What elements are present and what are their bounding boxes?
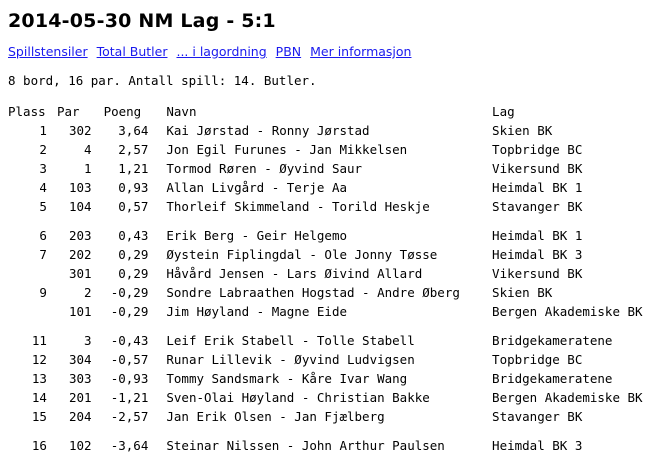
- cell-navn: Sondre Labraathen Hogstad - Andre Øberg: [166, 285, 460, 300]
- cell-par: 303: [69, 371, 92, 386]
- cell-poeng: -0,29: [110, 285, 149, 300]
- cell-lag: Vikersund BK: [492, 266, 583, 281]
- cell-navn: Erik Berg - Geir Helgemo: [166, 228, 347, 243]
- table-spacer-cell: [8, 216, 663, 226]
- table-spacer-row: [8, 321, 663, 331]
- cell-poeng: -3,64: [110, 438, 149, 453]
- cell-navn: Thorleif Skimmeland - Torild Heskje: [166, 199, 430, 214]
- column-header-lag: Lag: [492, 104, 515, 119]
- column-header-navn: Navn: [166, 104, 197, 119]
- cell-poeng: 0,57: [118, 199, 149, 214]
- table-row: [8, 121, 663, 140]
- cell-lag: Heimdal BK 1: [492, 180, 583, 195]
- event-summary: 8 bord, 16 par. Antall spill: 14. Butler.: [8, 73, 317, 88]
- table-row: [8, 331, 663, 350]
- cell-navn: Runar Lillevik - Øyvind Ludvigsen: [166, 352, 415, 367]
- cell-par: 302: [69, 123, 92, 138]
- cell-par: 104: [69, 199, 92, 214]
- page-title: 2014-05-30 NM Lag - 5:1: [8, 10, 276, 32]
- cell-par: 3: [84, 333, 92, 348]
- table-row: [8, 264, 663, 283]
- results-table-head: [8, 102, 663, 121]
- cell-poeng: 0,43: [118, 228, 149, 243]
- cell-lag: Stavanger BK: [492, 409, 583, 424]
- cell-plass: 1: [39, 123, 47, 138]
- cell-plass: 9: [39, 285, 47, 300]
- cell-plass: 13: [31, 371, 47, 386]
- column-header-par: Par: [56, 104, 80, 119]
- cell-plass: 5: [39, 199, 47, 214]
- table-row: [8, 350, 663, 369]
- cell-navn: Tommy Sandsmark - Kåre Ivar Wang: [166, 371, 408, 386]
- cell-par: 101: [69, 304, 92, 319]
- cell-lag: Topbridge BC: [492, 352, 583, 367]
- cell-lag: Bergen Akademiske BK: [492, 390, 643, 405]
- cell-navn: Kai Jørstad - Ronny Jørstad: [166, 123, 370, 138]
- cell-plass: 3: [39, 161, 47, 176]
- cell-poeng: -0,29: [110, 304, 149, 319]
- cell-par: 102: [69, 438, 92, 453]
- table-row: [8, 388, 663, 407]
- nav-links: [8, 44, 663, 59]
- cell-navn: Leif Erik Stabell - Tolle Stabell: [166, 333, 415, 348]
- column-header-poeng: Poeng: [103, 104, 142, 119]
- cell-navn: Tormod Røren - Øyvind Saur: [166, 161, 363, 176]
- table-row: [8, 302, 663, 321]
- cell-lag: Skien BK: [492, 123, 553, 138]
- link-total-butler[interactable]: Total Butler: [96, 44, 168, 59]
- cell-lag: Topbridge BC: [492, 142, 583, 157]
- cell-poeng: 3,64: [118, 123, 149, 138]
- link-mer-informasjon[interactable]: Mer informasjon: [310, 44, 412, 59]
- cell-navn: Håvård Jensen - Lars Øivind Allard: [166, 266, 423, 281]
- cell-par: 4: [84, 142, 92, 157]
- column-header-plass: Plass: [8, 104, 46, 119]
- cell-navn: Jim Høyland - Magne Eide: [166, 304, 347, 319]
- cell-poeng: 2,57: [118, 142, 149, 157]
- link-i-lagordning[interactable]: ... i lagordning: [176, 44, 267, 59]
- table-row: [8, 436, 663, 455]
- table-row: [8, 159, 663, 178]
- table-row: [8, 140, 663, 159]
- cell-poeng: -0,93: [110, 371, 149, 386]
- cell-lag: Vikersund BK: [492, 161, 583, 176]
- results-table: [8, 102, 663, 455]
- cell-navn: Øystein Fiplingdal - Ole Jonny Tøsse: [166, 247, 438, 262]
- cell-lag: Bergen Akademiske BK: [492, 304, 643, 319]
- cell-poeng: -0,57: [110, 352, 149, 367]
- table-row: [8, 369, 663, 388]
- cell-par: 103: [69, 180, 92, 195]
- cell-par: 2: [84, 285, 92, 300]
- cell-par: 204: [69, 409, 92, 424]
- cell-lag: Heimdal BK 3: [492, 247, 583, 262]
- cell-par: 201: [69, 390, 92, 405]
- cell-plass: 4: [39, 180, 47, 195]
- cell-lag: Stavanger BK: [492, 199, 583, 214]
- cell-par: 1: [84, 161, 92, 176]
- cell-lag: Bridgekameratene: [492, 333, 613, 348]
- cell-navn: Steinar Nilssen - John Arthur Paulsen: [166, 438, 445, 453]
- cell-poeng: 0,29: [118, 247, 149, 262]
- cell-plass: 2: [39, 142, 47, 157]
- cell-navn: Jon Egil Furunes - Jan Mikkelsen: [166, 142, 408, 157]
- cell-poeng: -0,43: [110, 333, 149, 348]
- table-row: [8, 245, 663, 264]
- link-spillstensiler[interactable]: Spillstensiler: [8, 44, 88, 59]
- cell-plass: 7: [39, 247, 47, 262]
- cell-poeng: 1,21: [118, 161, 149, 176]
- cell-plass: 11: [31, 333, 47, 348]
- link-pbn[interactable]: PBN: [275, 44, 302, 59]
- cell-navn: Jan Erik Olsen - Jan Fjælberg: [166, 409, 385, 424]
- table-row: [8, 226, 663, 245]
- cell-plass: 14: [31, 390, 47, 405]
- cell-plass: 6: [39, 228, 47, 243]
- cell-plass: 16: [31, 438, 47, 453]
- table-spacer-cell: [8, 321, 663, 331]
- table-row: [8, 178, 663, 197]
- table-spacer-row: [8, 426, 663, 436]
- cell-plass: [8, 264, 57, 283]
- table-row: [8, 407, 663, 426]
- cell-lag: Skien BK: [492, 285, 553, 300]
- cell-lag: Bridgekameratene: [492, 371, 613, 386]
- cell-par: 301: [69, 266, 92, 281]
- cell-par: 203: [69, 228, 92, 243]
- cell-plass: [8, 302, 57, 321]
- cell-par: 304: [69, 352, 92, 367]
- table-spacer-cell: [8, 426, 663, 436]
- cell-lag: Heimdal BK 3: [492, 438, 583, 453]
- table-row: [8, 197, 663, 216]
- cell-plass: 15: [31, 409, 47, 424]
- table-header-row: [8, 102, 663, 121]
- cell-par: 202: [69, 247, 92, 262]
- cell-lag: Heimdal BK 1: [492, 228, 583, 243]
- table-spacer-row: [8, 216, 663, 226]
- cell-poeng: -2,57: [110, 409, 149, 424]
- cell-poeng: 0,29: [118, 266, 149, 281]
- cell-poeng: -1,21: [110, 390, 149, 405]
- cell-navn: Allan Livgård - Terje Aa: [166, 180, 347, 195]
- cell-navn: Sven-Olai Høyland - Christian Bakke: [166, 390, 430, 405]
- results-table-body: [8, 121, 663, 455]
- cell-poeng: 0,93: [118, 180, 149, 195]
- cell-plass: 12: [31, 352, 47, 367]
- table-row: [8, 283, 663, 302]
